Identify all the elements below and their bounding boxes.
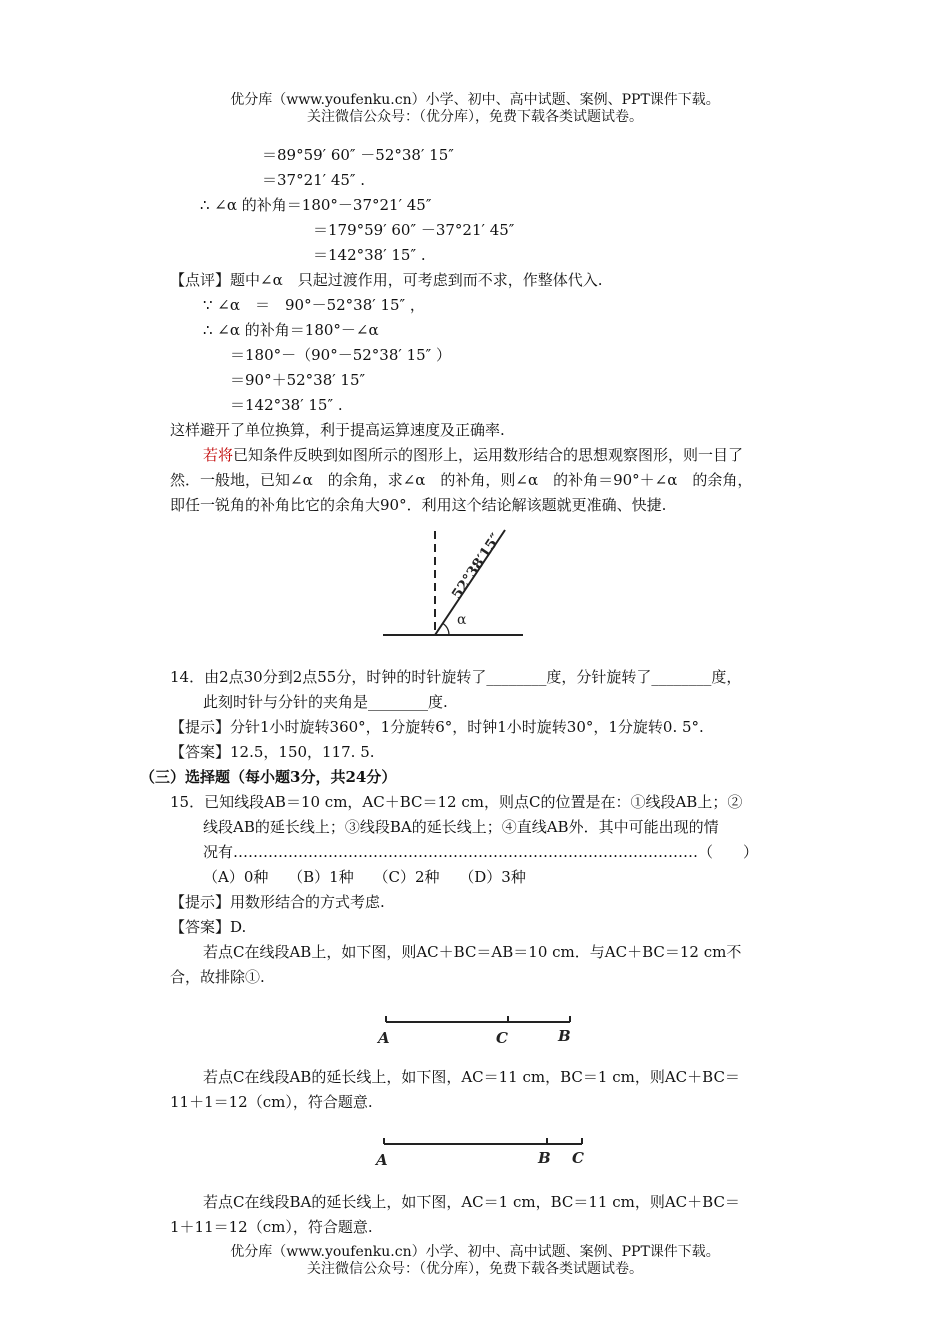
angle-measure-label: 52°38′15″ — [449, 530, 505, 603]
angle-figure — [375, 525, 535, 645]
comment-line-9: 然．一般地，已知∠α 的余角，求∠α 的补角，则∠α 的补角＝90°＋∠α 的余角， — [170, 471, 753, 489]
comment-line-1: 【点评】题中∠α 只起过渡作用，可考虑到而不求，作整体代入. — [170, 271, 603, 289]
header-line-1: 优分库（www.youfenku.cn）小学、初中、高中试题、案例、PPT课件下载。 — [230, 92, 720, 108]
comment-line-7: 这样避开了单位换算，利于提高运算速度及正确率. — [170, 421, 505, 439]
section-title: （三）选择题（每小题3分，共24分） — [140, 768, 397, 786]
comment-line-8-rest: 已知条件反映到如图所示的图形上，运用数形结合的思想观察图形，则一目了 — [233, 446, 744, 464]
comment-line-5: ＝90°＋52°38′ 15″ — [230, 371, 366, 389]
comment-line-10: 即任一锐角的补角比它的余角大90°．利用这个结论解该题就更准确、快捷. — [170, 496, 667, 514]
q15-answer: 【答案】D. — [170, 918, 247, 936]
q15-options: （A）0种 （B）1种 （C）2种 （D）3种 — [203, 868, 526, 886]
highlighted-text: 若将 — [203, 446, 234, 464]
alpha-label: α — [457, 612, 467, 628]
q15-para-3-a: 若点C在线段BA的延长线上，如下图，AC＝1 cm，BC＝11 cm，则AC＋BC＝ — [203, 1193, 740, 1211]
q15-line-2: 线段AB的延长线上；③线段BA的延长线上；④直线AB外．其中可能出现的情 — [203, 818, 719, 836]
footer-line-1: 优分库（www.youfenku.cn）小学、初中、高中试题、案例、PPT课件下载。 — [230, 1244, 720, 1260]
comment-line-4: ＝180°－（90°－52°38′ 15″ ） — [230, 346, 452, 364]
q15-para-2-a: 若点C在线段AB的延长线上，如下图，AC＝11 cm，BC＝1 cm，则AC＋BC＝ — [203, 1068, 740, 1086]
q15-line-3: 况有…………………………………………………………………………………（ ） — [203, 843, 759, 861]
calc-line-3: ∴ ∠α 的补角＝180°－37°21′ 45″ — [200, 196, 432, 214]
footer-line-2: 关注微信公众号：（优分库），免费下载各类试题试卷。 — [307, 1261, 643, 1277]
q15-para-3-b: 1＋11＝12（cm），符合题意. — [170, 1218, 373, 1236]
point-label-a: A — [376, 1151, 388, 1169]
comment-line-6: ＝142°38′ 15″ . — [230, 396, 343, 414]
comment-line-8 — [203, 445, 743, 465]
angle-arc — [443, 623, 449, 635]
point-label-b: B — [538, 1149, 551, 1167]
q15-para-2-b: 11＋1＝12（cm），符合题意. — [170, 1093, 373, 1111]
calc-line-5: ＝142°38′ 15″ . — [313, 246, 426, 264]
calc-line-2: ＝37°21′ 45″ . — [262, 171, 366, 189]
point-label-c: C — [572, 1149, 584, 1167]
segment-figure-1 — [370, 1010, 590, 1052]
point-label-c: C — [496, 1029, 508, 1047]
q15-line-1: 15．已知线段AB＝10 cm，AC＋BC＝12 cm，则点C的位置是在：①线段AB上；② — [170, 793, 743, 811]
q14-line-2: 此刻时针与分针的夹角是________度. — [203, 693, 448, 711]
q15-hint: 【提示】用数形结合的方式考虑. — [170, 893, 385, 911]
q14-hint: 【提示】分针1小时旋转360°，1分旋转6°，时钟1小时旋转30°，1分旋转0. 5°. — [170, 718, 704, 736]
header-line-2: 关注微信公众号：（优分库），免费下载各类试题试卷。 — [307, 109, 643, 125]
comment-line-3: ∴ ∠α 的补角＝180°－∠α — [203, 321, 379, 339]
calc-line-4: ＝179°59′ 60″ －37°21′ 45″ — [313, 221, 515, 239]
calc-line-1: ＝89°59′ 60″ －52°38′ 15″ — [262, 146, 454, 164]
segment-figure-2 — [370, 1132, 600, 1174]
q15-para-1-b: 合，故排除①. — [170, 968, 265, 986]
comment-line-2: ∵ ∠α ＝ 90°－52°38′ 15″ ， — [203, 296, 425, 314]
point-label-b: B — [558, 1027, 571, 1045]
q15-para-1-a: 若点C在线段AB上，如下图，则AC＋BC＝AB＝10 cm．与AC＋BC＝12 cm不 — [203, 943, 742, 961]
q14-line-1: 14．由2点30分到2点55分，时钟的时针旋转了________度，分针旋转了________度， — [170, 668, 742, 686]
point-label-a: A — [378, 1029, 390, 1047]
q14-answer: 【答案】12.5，150，117. 5. — [170, 743, 375, 761]
